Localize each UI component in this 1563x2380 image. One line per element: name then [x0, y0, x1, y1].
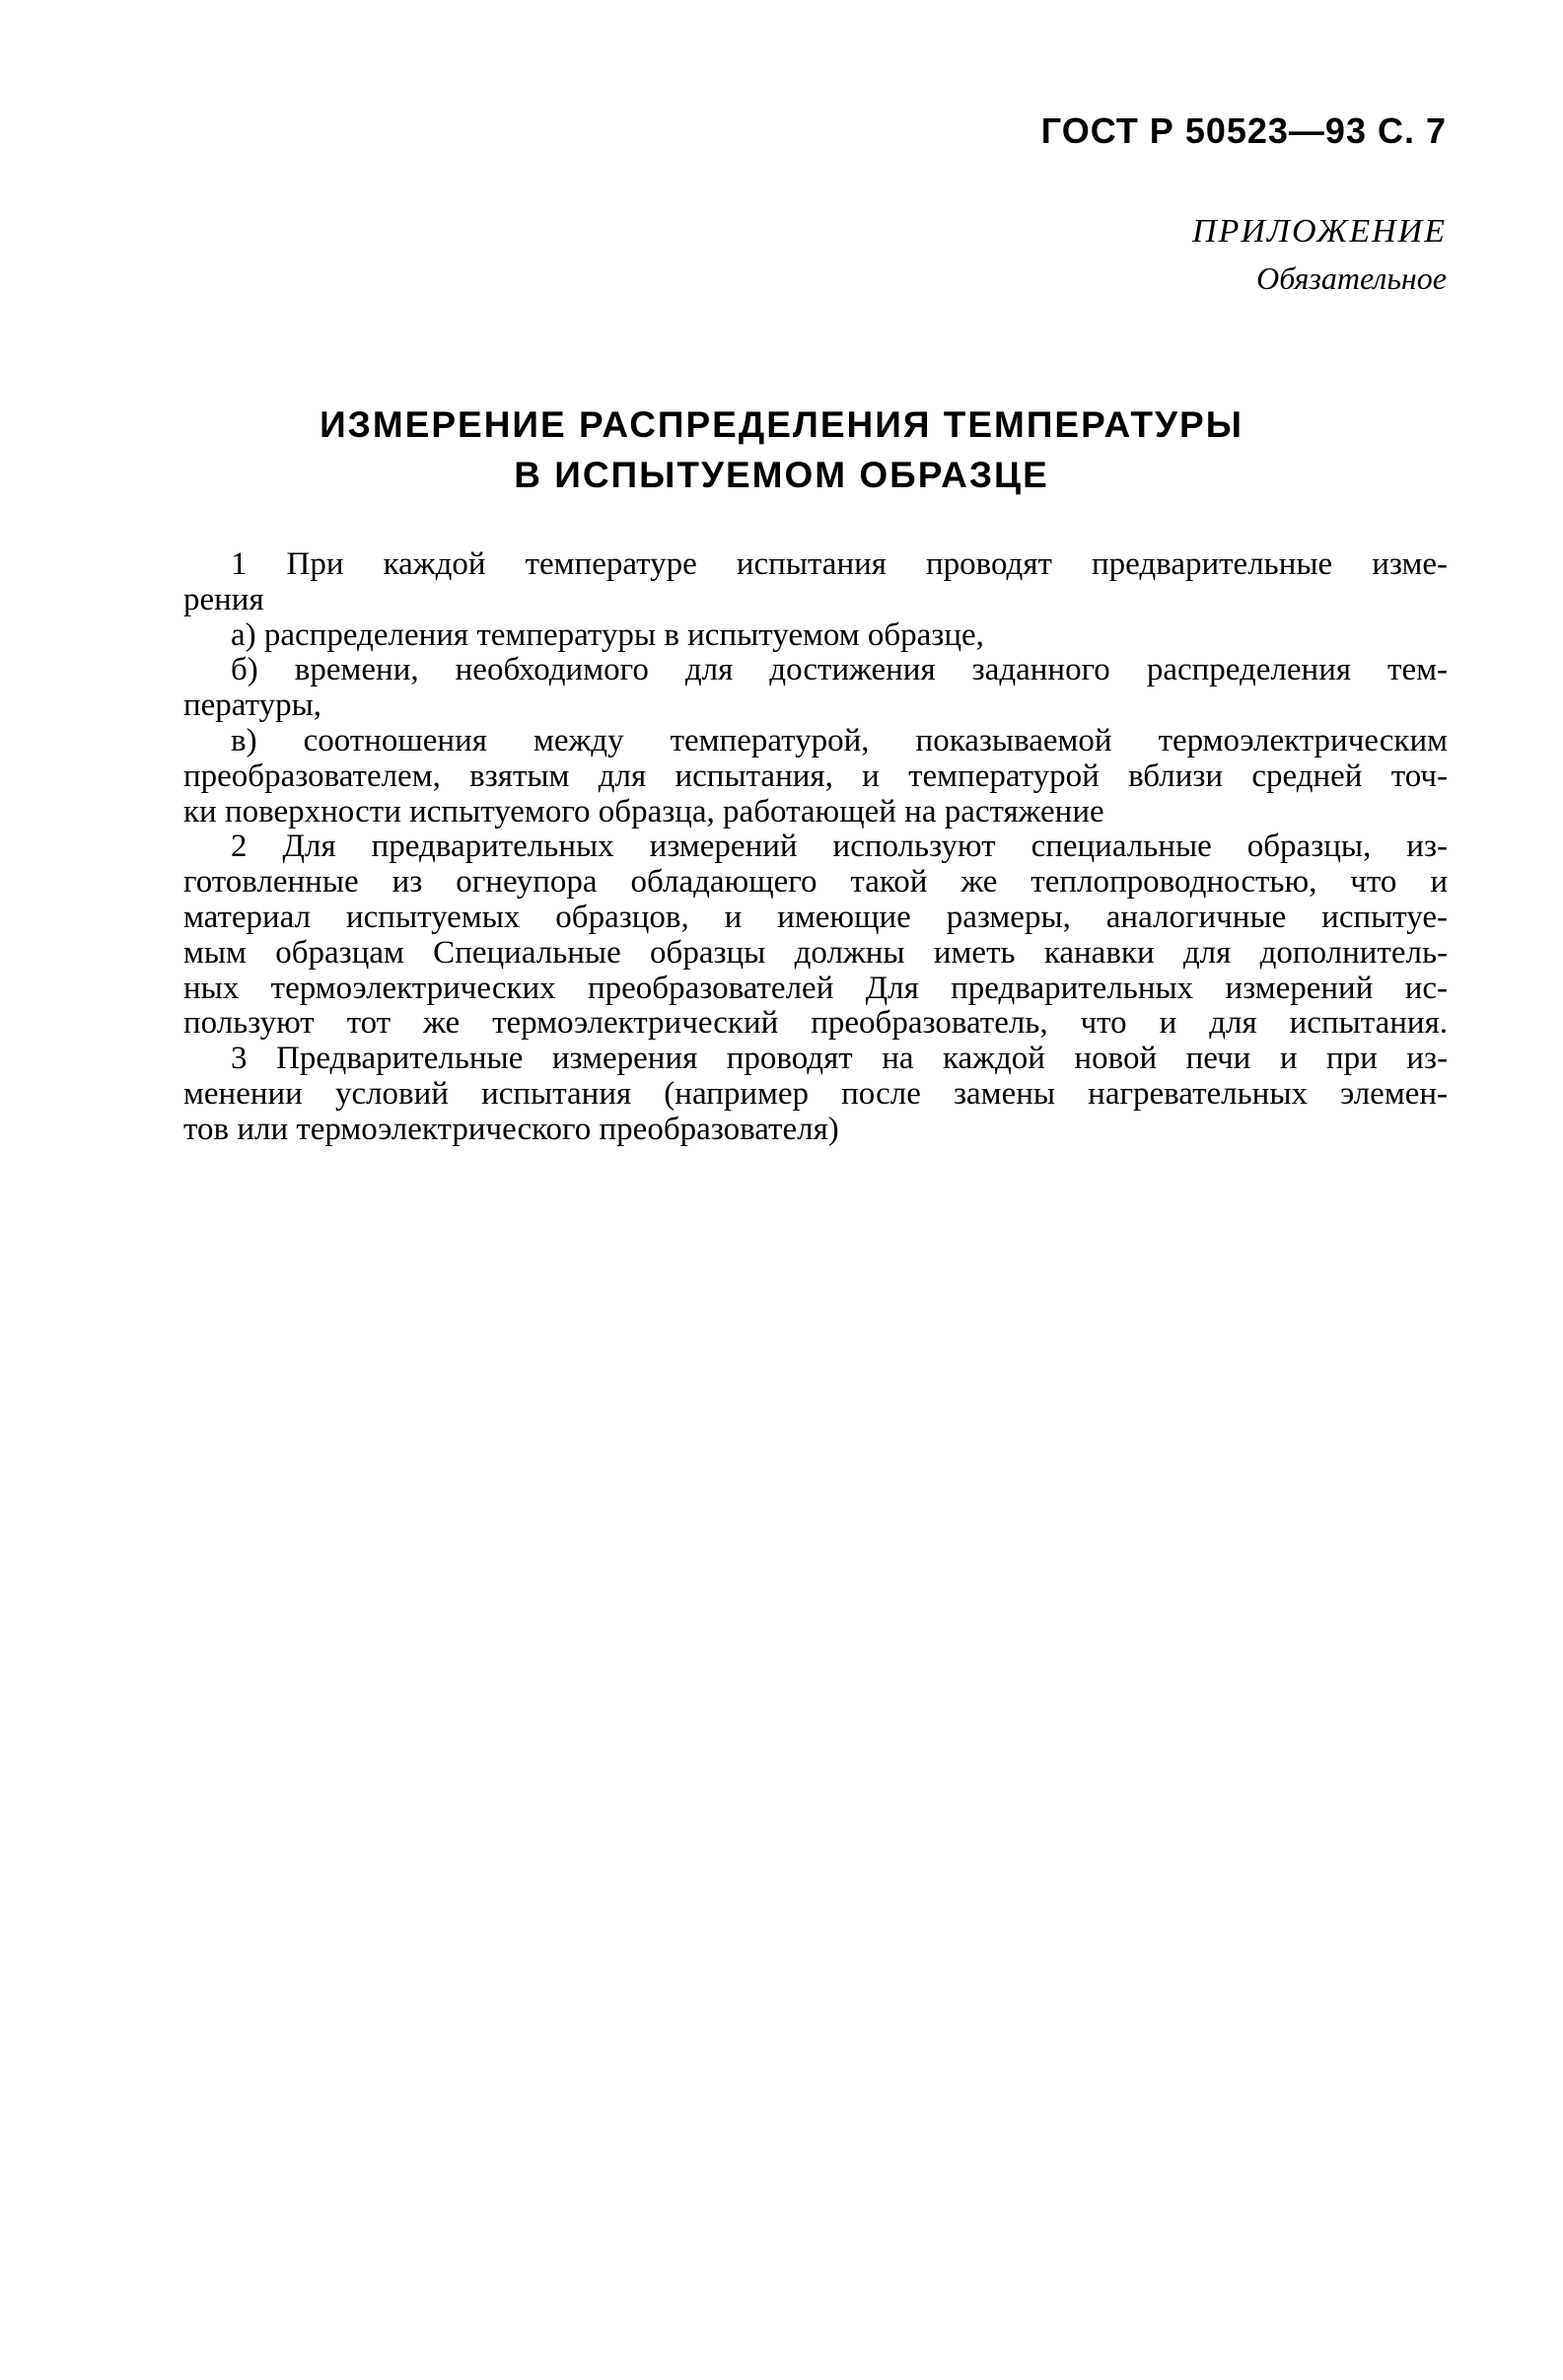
title-line-2: В ИСПЫТУЕМОМ ОБРАЗЦЕ	[514, 455, 1049, 496]
text-line: рения	[183, 581, 264, 617]
text-line: готовленные из огнеупора обладающего такой же теплопроводностью, что и	[183, 865, 1448, 901]
page-header: ГОСТ Р 50523—93 С. 7	[1040, 110, 1447, 151]
text-line: тов или термоэлектрического преобразователя)	[183, 1111, 839, 1147]
text-line: 2 Для предварительных измерений используют специальные образцы, из-	[231, 829, 1448, 865]
text-line: а) распределения температуры в испытуемом образце,	[231, 616, 984, 653]
text-line: ных термоэлектрических преобразователей Для предварительных измерений ис-	[183, 971, 1448, 1006]
appendix-block	[1192, 207, 1447, 302]
section-title	[0, 399, 1563, 500]
text-line: 3 Предварительные измерения проводят на каждой новой печи и при из-	[231, 1042, 1448, 1077]
text-line: преобразователем, взятым для испытания, и температурой вблизи средней точ-	[183, 758, 1448, 794]
appendix-kind: Обязательное	[1256, 260, 1447, 297]
text-line: менении условий испытания (например после замены нагревательных элемен-	[183, 1076, 1448, 1112]
text-line: ки поверхности испытуемого образца, работающей на растяжение	[183, 793, 1104, 829]
appendix-label: ПРИЛОЖЕНИЕ	[1192, 213, 1447, 250]
text-line: пературы,	[183, 687, 322, 724]
text-line: б) времени, необходимого для достижения заданного распределения тем-	[231, 653, 1448, 688]
text-line: материал испытуемых образцов, и имеющие размеры, аналогичные испытуе-	[183, 900, 1448, 935]
body-text	[183, 547, 1448, 1148]
title-line-1: ИЗМЕРЕНИЕ РАСПРЕДЕЛЕНИЯ ТЕМПЕРАТУРЫ	[320, 404, 1243, 445]
text-line: в) соотношения между температурой, показываемой термоэлектрическим	[231, 723, 1448, 758]
text-line: пользуют тот же термоэлектрический преобразователь, что и для испытания.	[183, 1006, 1448, 1042]
text-line: 1 При каждой температуре испытания проводят предварительные изме-	[231, 547, 1448, 582]
text-line: мым образцам Специальные образцы должны иметь канавки для дополнитель-	[183, 935, 1448, 971]
